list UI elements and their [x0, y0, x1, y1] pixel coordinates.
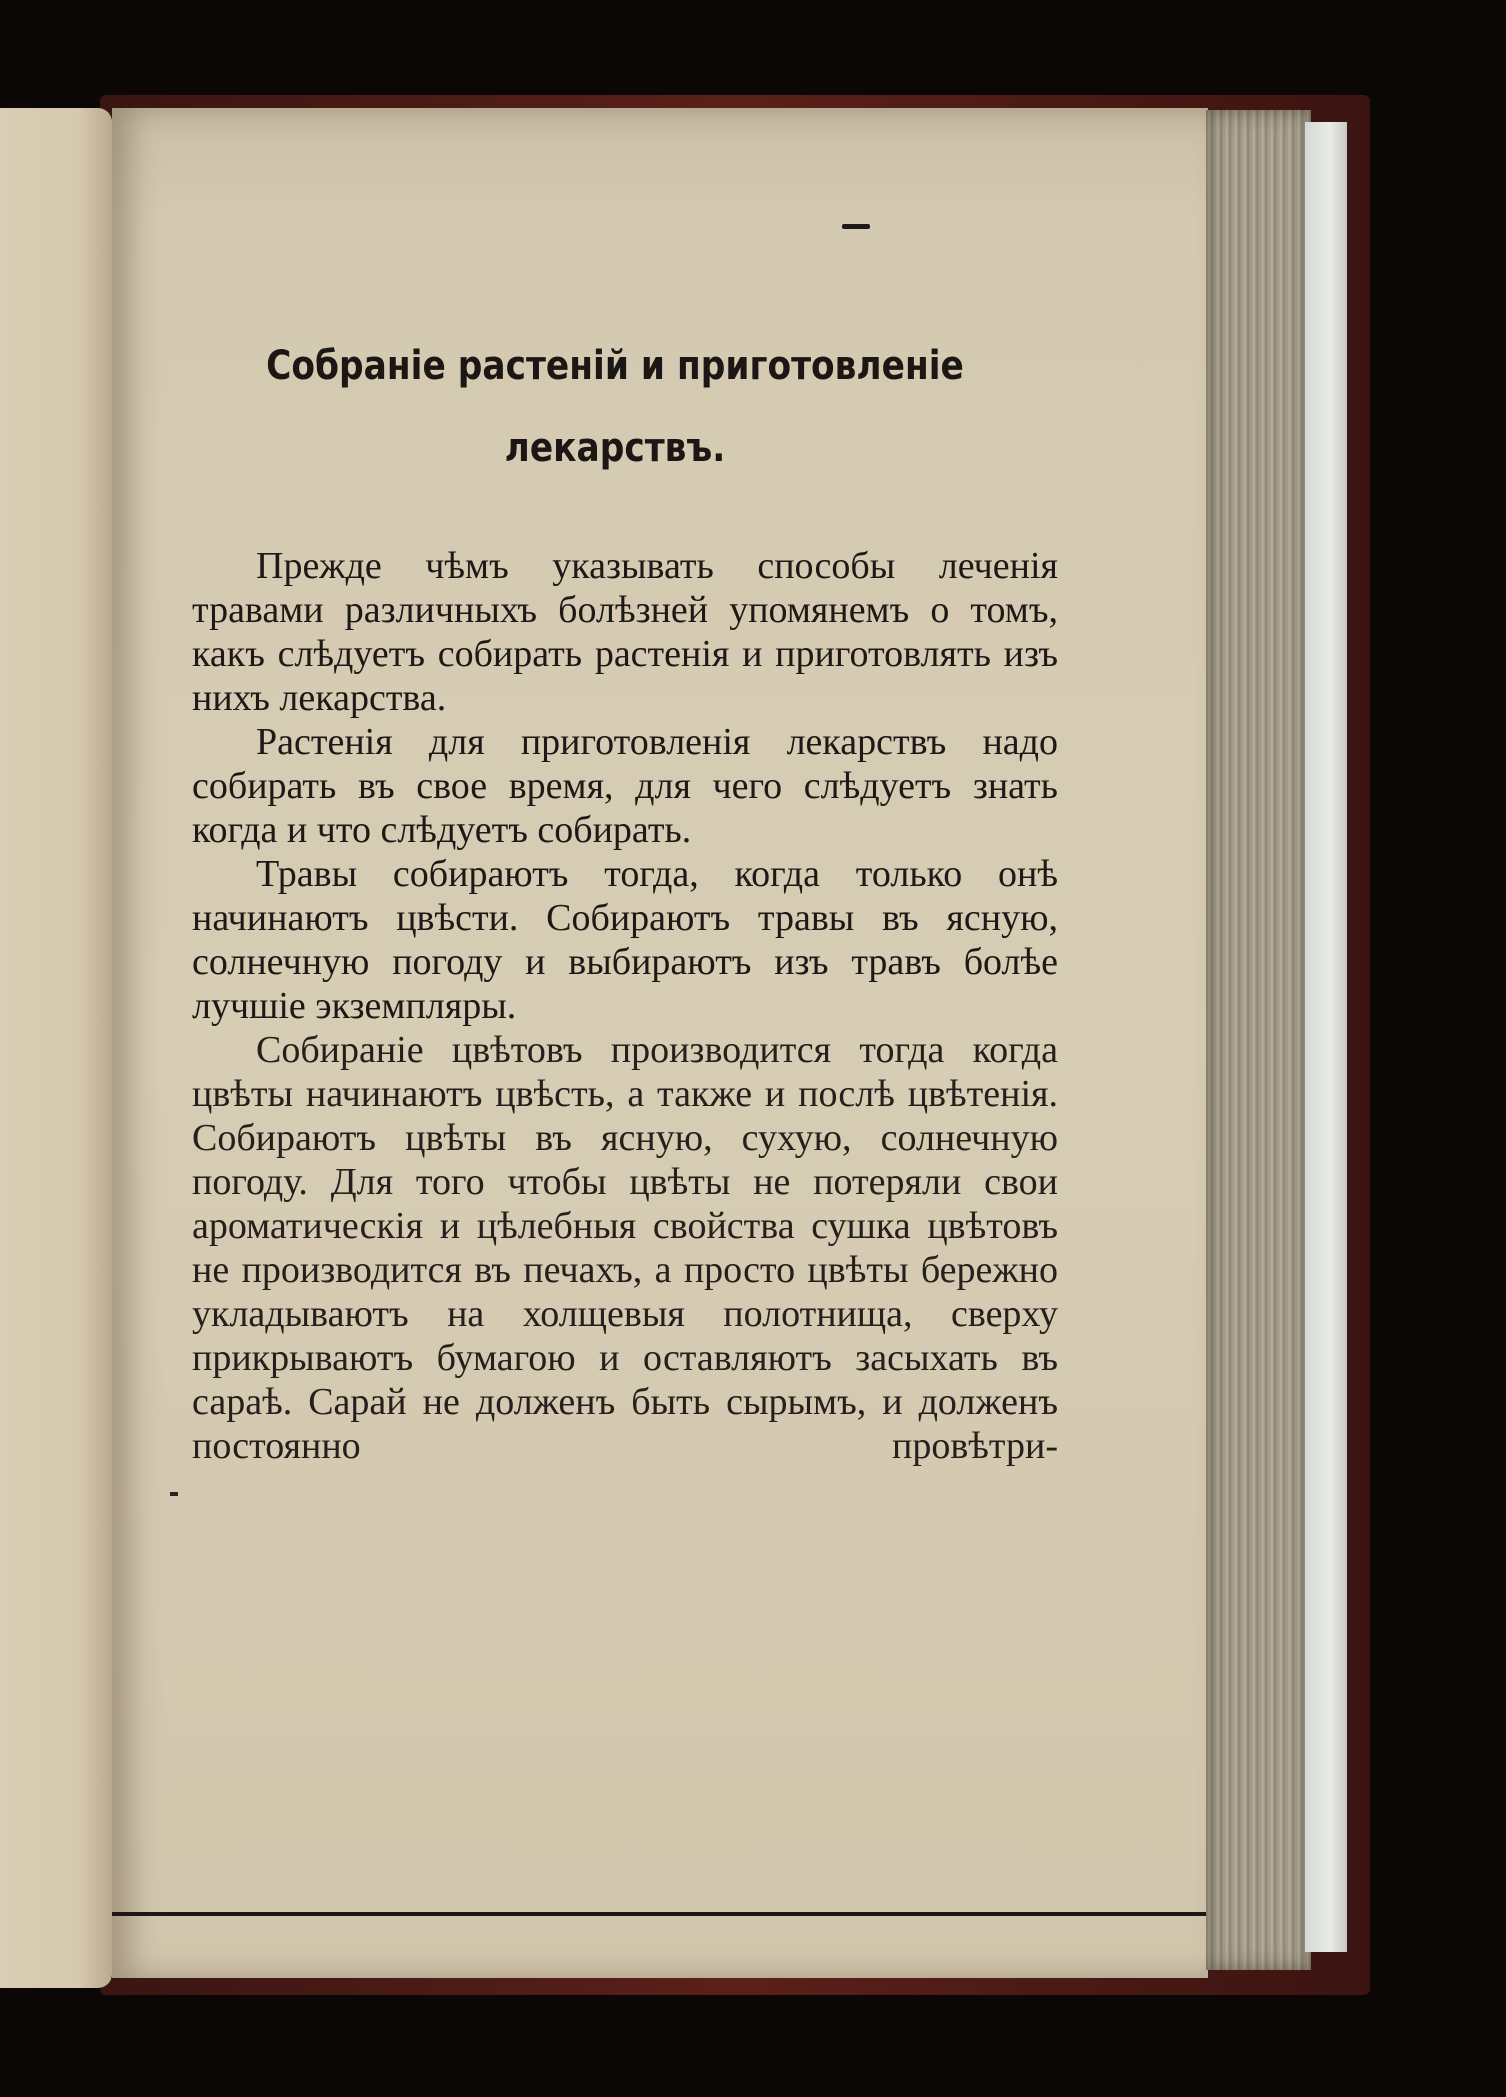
chapter-title-line-1: Собраніе растеній и приготовленіе — [266, 343, 964, 389]
paragraph-2: Растенія для приготовленія лекарствъ надо собирать въ свое время, для чего слѣдуетъ знать когда и что слѣдуетъ собирать. — [192, 721, 1058, 851]
left-page-edge — [0, 108, 112, 1988]
page-block-edges — [1206, 110, 1311, 1970]
chapter-title-line-2: лекарствъ. — [504, 425, 726, 471]
endpaper-edge — [1305, 122, 1347, 1952]
chapter-title — [215, 325, 1015, 489]
paragraph-4: Собираніе цвѣтовъ производится тогда когда цвѣты начинаютъ цвѣсть, а также и послѣ цвѣтенія. Собираютъ цвѣты въ ясную, сухую, солнечную погоду. Для того чтобы цвѣты не потеряли свои ароматическія и цѣлебныя свойства сушка цвѣтовъ не производится въ печахъ, а просто цвѣты бережно укладываютъ на холщевыя полотнища, сверху прикрываютъ бумагою и оставляютъ засыхать въ сараѣ. Сарай не долженъ быть сырымъ, и долженъ постоянно провѣтри- — [192, 1029, 1058, 1467]
body-text — [192, 544, 1058, 1468]
page-bottom-rule — [112, 1912, 1206, 1916]
page-header-dash — [842, 224, 870, 229]
paragraph-1: Прежде чѣмъ указывать способы леченія травами различныхъ болѣзней упомянемъ о томъ, какъ слѣдуетъ собирать растенія и приготовлять изъ нихъ лекарства. — [192, 545, 1058, 719]
paragraph-3: Травы собираютъ тогда, когда только онѣ начинаютъ цвѣсти. Собираютъ травы въ ясную, солнечную погоду и выбираютъ изъ травъ болѣе лучшіе экземпляры. — [192, 853, 1058, 1027]
margin-mark — [170, 1492, 178, 1496]
